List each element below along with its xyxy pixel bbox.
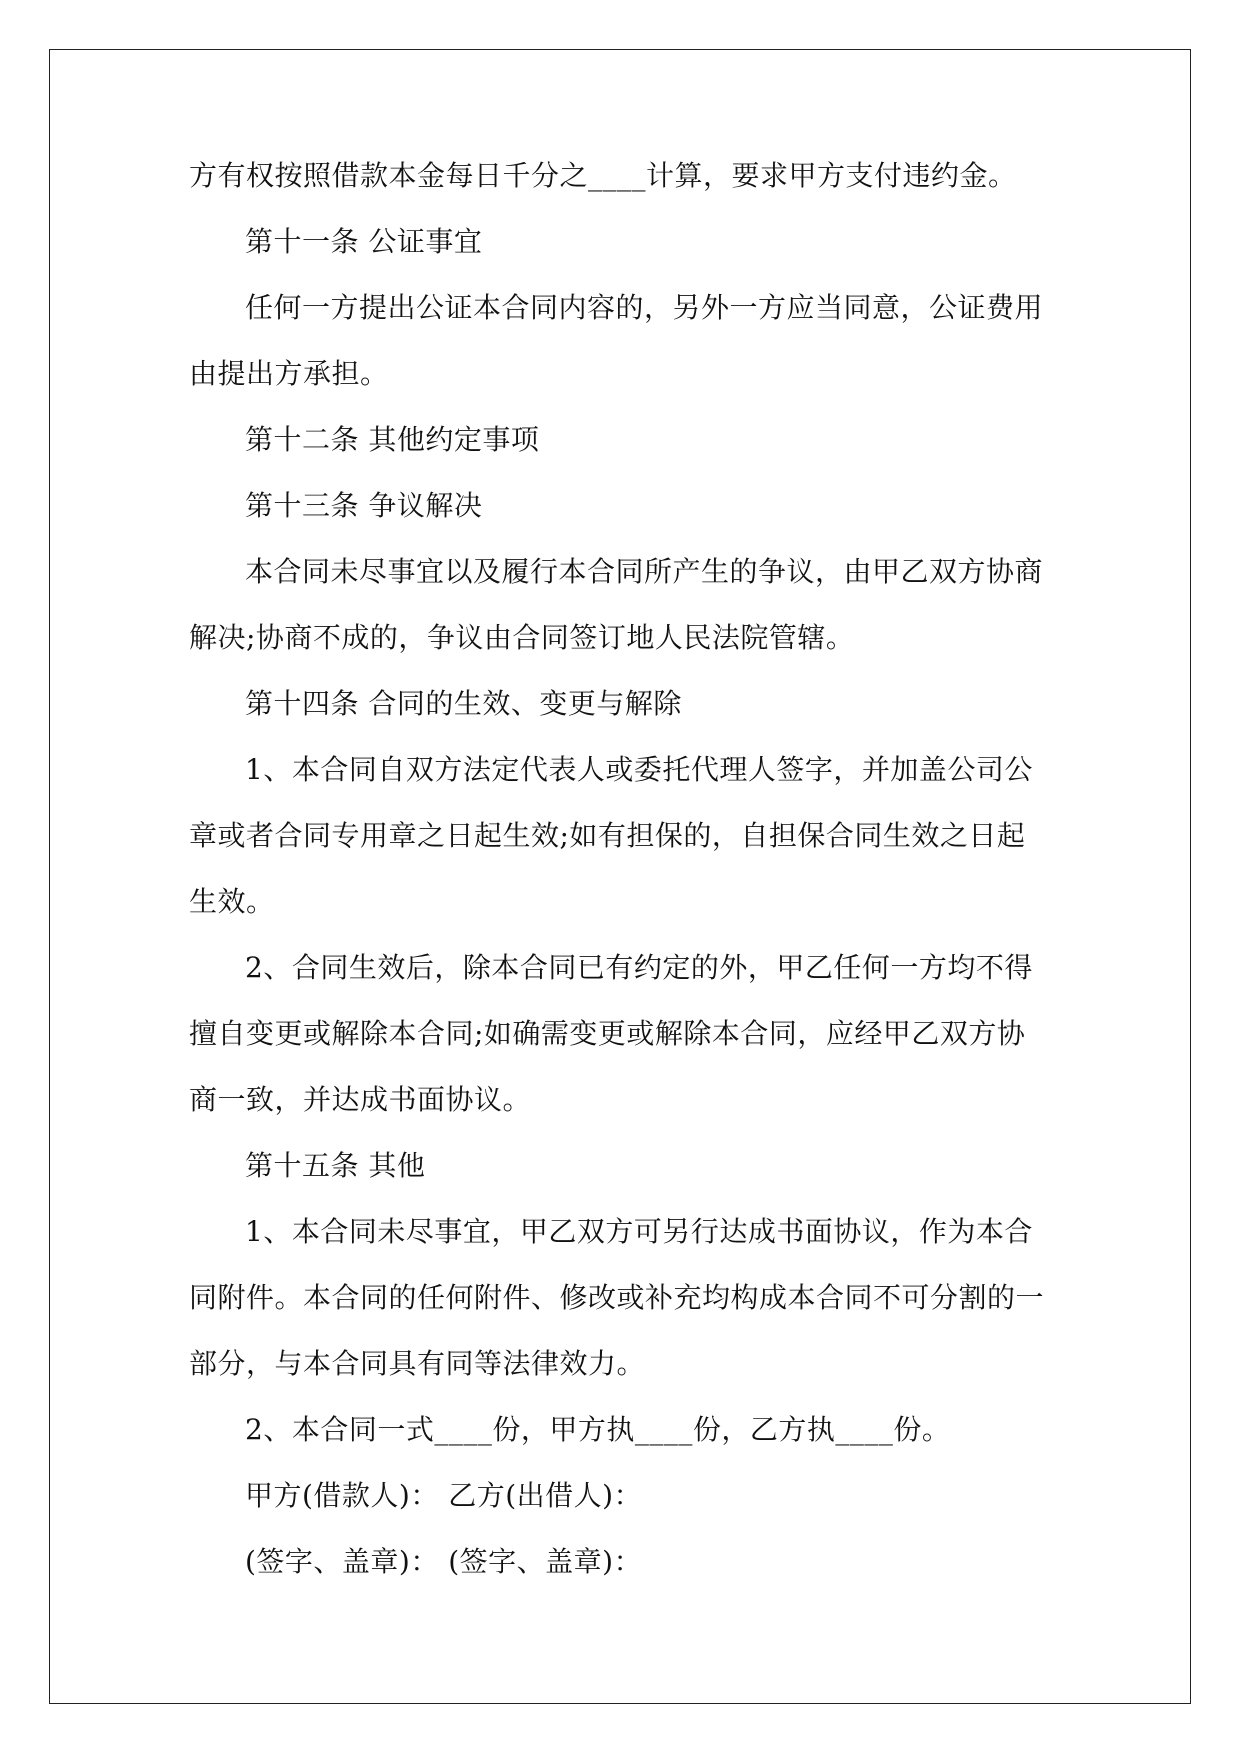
article-heading-14: 第十四条 合同的生效、变更与解除 [245, 687, 682, 720]
paragraph-line: 由提出方承担。 [189, 357, 389, 390]
article-heading-15: 第十五条 其他 [245, 1149, 426, 1182]
signature-seal: (签字、盖章)： (签字、盖章)： [245, 1545, 643, 1578]
paragraph-line: 部分，与本合同具有同等法律效力。 [189, 1347, 646, 1380]
paragraph-line: 1、本合同未尽事宜，甲乙双方可另行达成书面协议，作为本合 [245, 1215, 1033, 1248]
paragraph-line: 2、合同生效后，除本合同已有约定的外，甲乙任何一方均不得 [245, 951, 1033, 984]
document-body [189, 160, 1059, 1578]
paragraph-line: 商一致，并达成书面协议。 [189, 1083, 532, 1116]
paragraph-line: 同附件。本合同的任何附件、修改或补充均构成本合同不可分割的一 [189, 1281, 1045, 1314]
paragraph-line: 2、本合同一式____份，甲方执____份，乙方执____份。 [245, 1413, 951, 1446]
paragraph-line: 本合同未尽事宜以及履行本合同所产生的争议，由甲乙双方协商 [245, 555, 1044, 588]
paragraph-line: 任何一方提出公证本合同内容的，另外一方应当同意，公证费用 [245, 291, 1044, 324]
paragraph-line: 方有权按照借款本金每日千分之____计算，要求甲方支付违约金。 [189, 159, 1017, 192]
paragraph-line: 章或者合同专用章之日起生效;如有担保的，自担保合同生效之日起 [189, 819, 1026, 852]
paragraph-line: 解决;协商不成的，争议由合同签订地人民法院管辖。 [189, 621, 855, 654]
paragraph-line: 生效。 [189, 885, 275, 918]
article-heading-11: 第十一条 公证事宜 [245, 225, 483, 258]
paragraph-line: 1、本合同自双方法定代表人或委托代理人签字，并加盖公司公 [245, 753, 1033, 786]
paragraph-line: 擅自变更或解除本合同;如确需变更或解除本合同，应经甲乙双方协 [189, 1017, 1026, 1050]
article-heading-13: 第十三条 争议解决 [245, 489, 483, 522]
signature-parties: 甲方(借款人)： 乙方(出借人)： [245, 1479, 643, 1512]
article-heading-12: 第十二条 其他约定事项 [245, 423, 540, 456]
